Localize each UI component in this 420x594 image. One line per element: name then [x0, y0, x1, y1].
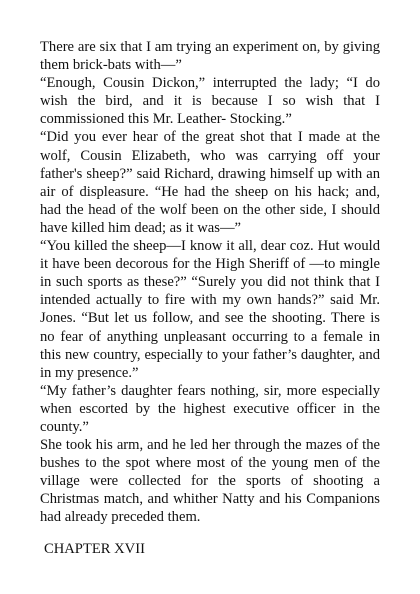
paragraph-2: “Enough, Cousin Dickon,” interrupted the lady; “I do wish the bird, and it is because I so wish that I commissioned this Mr. Leather- Stocking.”: [40, 75, 380, 128]
paragraph-6: She took his arm, and he led her through the mazes of the bushes to the spot where most of the young men of the village were collected for the sports of shooting a Christmas match, and whither Natty and his Companions had already preceded them.: [40, 437, 380, 526]
paragraph-5: “My father’s daughter fears nothing, sir, more especially when escorted by the highest executive officer in the county.”: [40, 382, 380, 435]
paragraph-4: “You killed the sheep—I know it all, dear coz. Hut would it have been decorous for the High Sheriff of —to mingle in such sports as these?” “Surely you did not think that I intended actually to fire with my own hands?” said Mr. Jones. “But let us follow, and see the shooting. There is no fear of anything unpleasant occurring to a female in this new country, especially to your father’s daughter, and in my presence.”: [40, 238, 380, 381]
paragraph-3: “Did you ever hear of the great shot that I made at the wolf, Cousin Elizabeth, who was carrying off your father's sheep?” said Richard, drawing himself up with an air of displeasure. “He had the sheep on his hack; and, had the head of the wolf been on the other side, I should have killed him dead; as it was—”: [40, 129, 380, 236]
paragraph-1: There are six that I am trying an experiment on, by giving them brick-bats with—”: [40, 39, 380, 74]
chapter-heading: CHAPTER XVII: [44, 541, 145, 557]
page-text: [40, 38, 380, 527]
